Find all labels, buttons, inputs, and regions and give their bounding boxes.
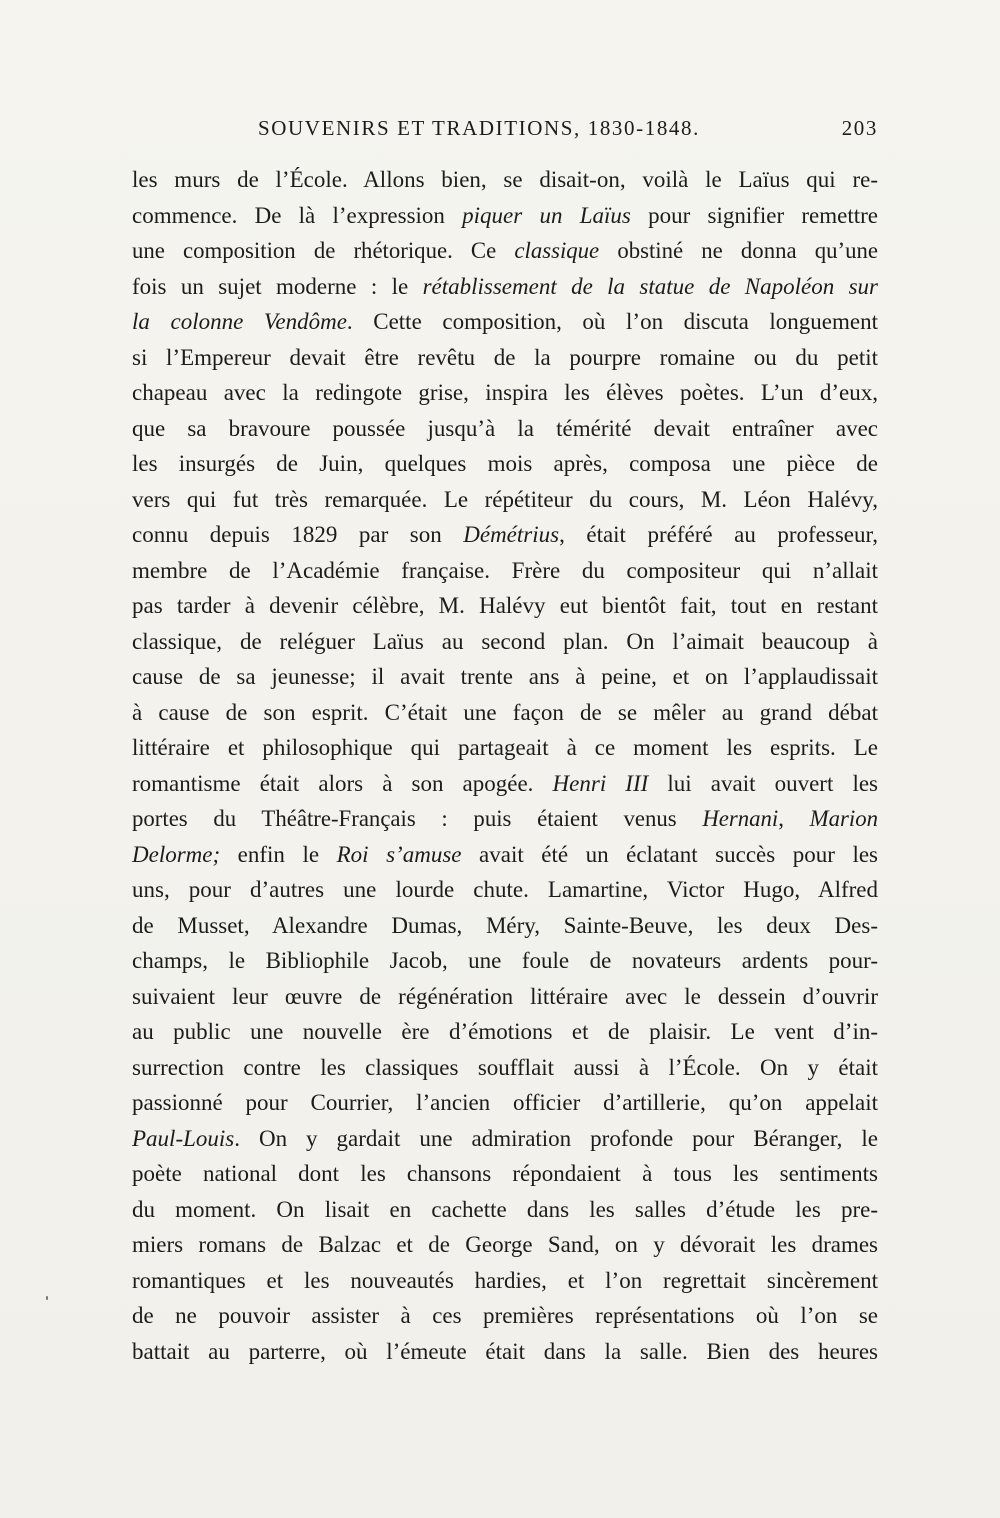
text-run: champs, le Bibliophile Jacob, une foule de novateurs ardents pour- <box>132 948 878 973</box>
text-line <box>132 411 878 447</box>
text-run: de Musset, Alexandre Dumas, Méry, Sainte-Beuve, les deux Des- <box>132 912 878 938</box>
text-run: cause de sa jeunesse; il avait trente ans à peine, et on l’applaudissait <box>132 664 878 689</box>
text-line <box>132 659 878 695</box>
text-run: pour signifier remettre <box>630 202 878 228</box>
text-run: passionné pour Courrier, l’ancien officier d’artillerie, qu’on appelait <box>132 1090 878 1115</box>
text-run: du moment. On lisait en cachette dans les salles d’étude les pre- <box>132 1196 878 1222</box>
text-run: portes du Théâtre-Français : puis étaient venus <box>132 806 703 831</box>
text-run: si l’Empereur devait être revêtu de la pourpre romaine ou du petit <box>132 344 878 370</box>
italic-phrase: rétablissement de la statue de Napoléon sur <box>422 273 878 299</box>
text-run: membre de l’Académie française. Frère du compositeur qui n’allait <box>132 557 878 583</box>
text-run: romantiques et les nouveautés hardies, et l’on regrettait sincèrement <box>132 1267 878 1293</box>
text-run: . Cette composition, où l’on discuta longuement <box>346 309 878 334</box>
text-line <box>132 1156 878 1192</box>
text-line <box>132 446 878 482</box>
text-run: au public une nouvelle ère d’émotions et de plaisir. Le vent d’in- <box>132 1019 878 1044</box>
italic-phrase: la colonne Vendôme <box>132 309 347 334</box>
text-run: les insurgés de Juin, quelques mois après, composa une pièce de <box>132 451 878 476</box>
text-line <box>132 979 878 1015</box>
text-run: suivaient leur œuvre de régénération littéraire avec le dessein d’ouvrir <box>132 983 878 1009</box>
body-text <box>132 162 878 1369</box>
text-line <box>132 375 878 411</box>
text-line <box>132 908 878 944</box>
text-line <box>132 1014 878 1050</box>
text-run: miers romans de Balzac et de George Sand, on y dévorait les drames <box>132 1232 878 1257</box>
text-line <box>132 1050 878 1086</box>
text-run: les murs de l’École. Allons bien, se disait-on, voilà le Laïus qui re- <box>132 167 878 192</box>
text-run: pas tarder à devenir célèbre, M. Halévy eut bientôt fait, tout en restant <box>132 593 878 618</box>
text-run: à cause de son esprit. C’était une façon de se mêler au grand débat <box>132 699 878 725</box>
text-line <box>132 198 878 234</box>
text-line <box>132 482 878 518</box>
italic-phrase: Démétrius <box>463 522 560 547</box>
text-run: surrection contre les classiques soufflait aussi à l’École. On y était <box>132 1054 878 1080</box>
text-line <box>132 1227 878 1263</box>
italic-phrase: piquer un Laïus <box>462 202 631 228</box>
running-head <box>132 116 878 146</box>
page-number: 203 <box>841 116 878 140</box>
text-run: . On y gardait une admiration profonde pour Béranger, le <box>234 1125 878 1151</box>
text-run: avait été un éclatant succès pour les <box>461 841 878 867</box>
text-line <box>132 1298 878 1334</box>
text-line <box>132 1334 878 1370</box>
italic-phrase: Paul-Louis <box>132 1125 235 1151</box>
italic-phrase: Delorme; <box>132 841 221 867</box>
text-line <box>132 588 878 624</box>
text-run: que sa bravoure poussée jusqu’à la témérité devait entraîner avec <box>132 415 878 441</box>
text-run: de ne pouvoir assister à ces premières représentations où l’on se <box>132 1303 878 1328</box>
text-run: chapeau avec la redingote grise, inspira les élèves poètes. L’un d’eux, <box>132 380 878 405</box>
italic-phrase: Henri III <box>552 770 649 796</box>
text-run: une composition de rhétorique. Ce <box>132 238 515 263</box>
text-run: battait au parterre, où l’émeute était dans la salle. Bien des heures <box>132 1338 878 1364</box>
text-line <box>132 1121 878 1157</box>
text-line <box>132 304 878 340</box>
text-line <box>132 162 878 198</box>
text-run: uns, pour d’autres une lourde chute. Lamartine, Victor Hugo, Alfred <box>132 877 878 902</box>
text-line <box>132 837 878 873</box>
text-line <box>132 624 878 660</box>
text-run: , était préféré au professeur, <box>559 522 878 547</box>
italic-phrase: Roi s’amuse <box>336 841 462 867</box>
italic-phrase: classique <box>514 238 600 263</box>
text-run: enfin le <box>220 841 337 867</box>
text-line <box>132 340 878 376</box>
text-run: obstiné ne donna qu’une <box>599 238 878 263</box>
running-title: SOUVENIRS ET TRADITIONS, 1830-1848. <box>258 116 700 140</box>
text-line <box>132 269 878 305</box>
text-line <box>132 730 878 766</box>
text-line <box>132 695 878 731</box>
text-line <box>132 233 878 269</box>
text-line <box>132 553 878 589</box>
text-line <box>132 766 878 802</box>
text-run: romantisme était alors à son apogée. <box>132 770 553 796</box>
text-line <box>132 1085 878 1121</box>
text-line <box>132 1192 878 1228</box>
text-run: classique, de reléguer Laïus au second plan. On l’aimait beaucoup à <box>132 628 878 654</box>
text-run: commence. De là l’expression <box>132 202 463 228</box>
text-line <box>132 1263 878 1299</box>
text-line <box>132 517 878 553</box>
text-run: lui avait ouvert les <box>648 770 878 796</box>
text-run: fois un sujet moderne : le <box>132 273 423 299</box>
text-run: poète national dont les chansons répondaient à tous les sentiments <box>132 1161 878 1186</box>
italic-phrase: Marion <box>809 806 878 831</box>
text-run: connu depuis 1829 par son <box>132 522 464 547</box>
paper-speck <box>46 1296 48 1300</box>
italic-phrase: Hernani <box>702 806 779 831</box>
text-line <box>132 872 878 908</box>
text-line <box>132 943 878 979</box>
text-run: vers qui fut très remarquée. Le répétiteur du cours, M. Léon Halévy, <box>132 486 878 512</box>
text-run: littéraire et philosophique qui partageait à ce moment les esprits. Le <box>132 735 878 760</box>
text-run: , <box>778 806 810 831</box>
text-line <box>132 801 878 837</box>
